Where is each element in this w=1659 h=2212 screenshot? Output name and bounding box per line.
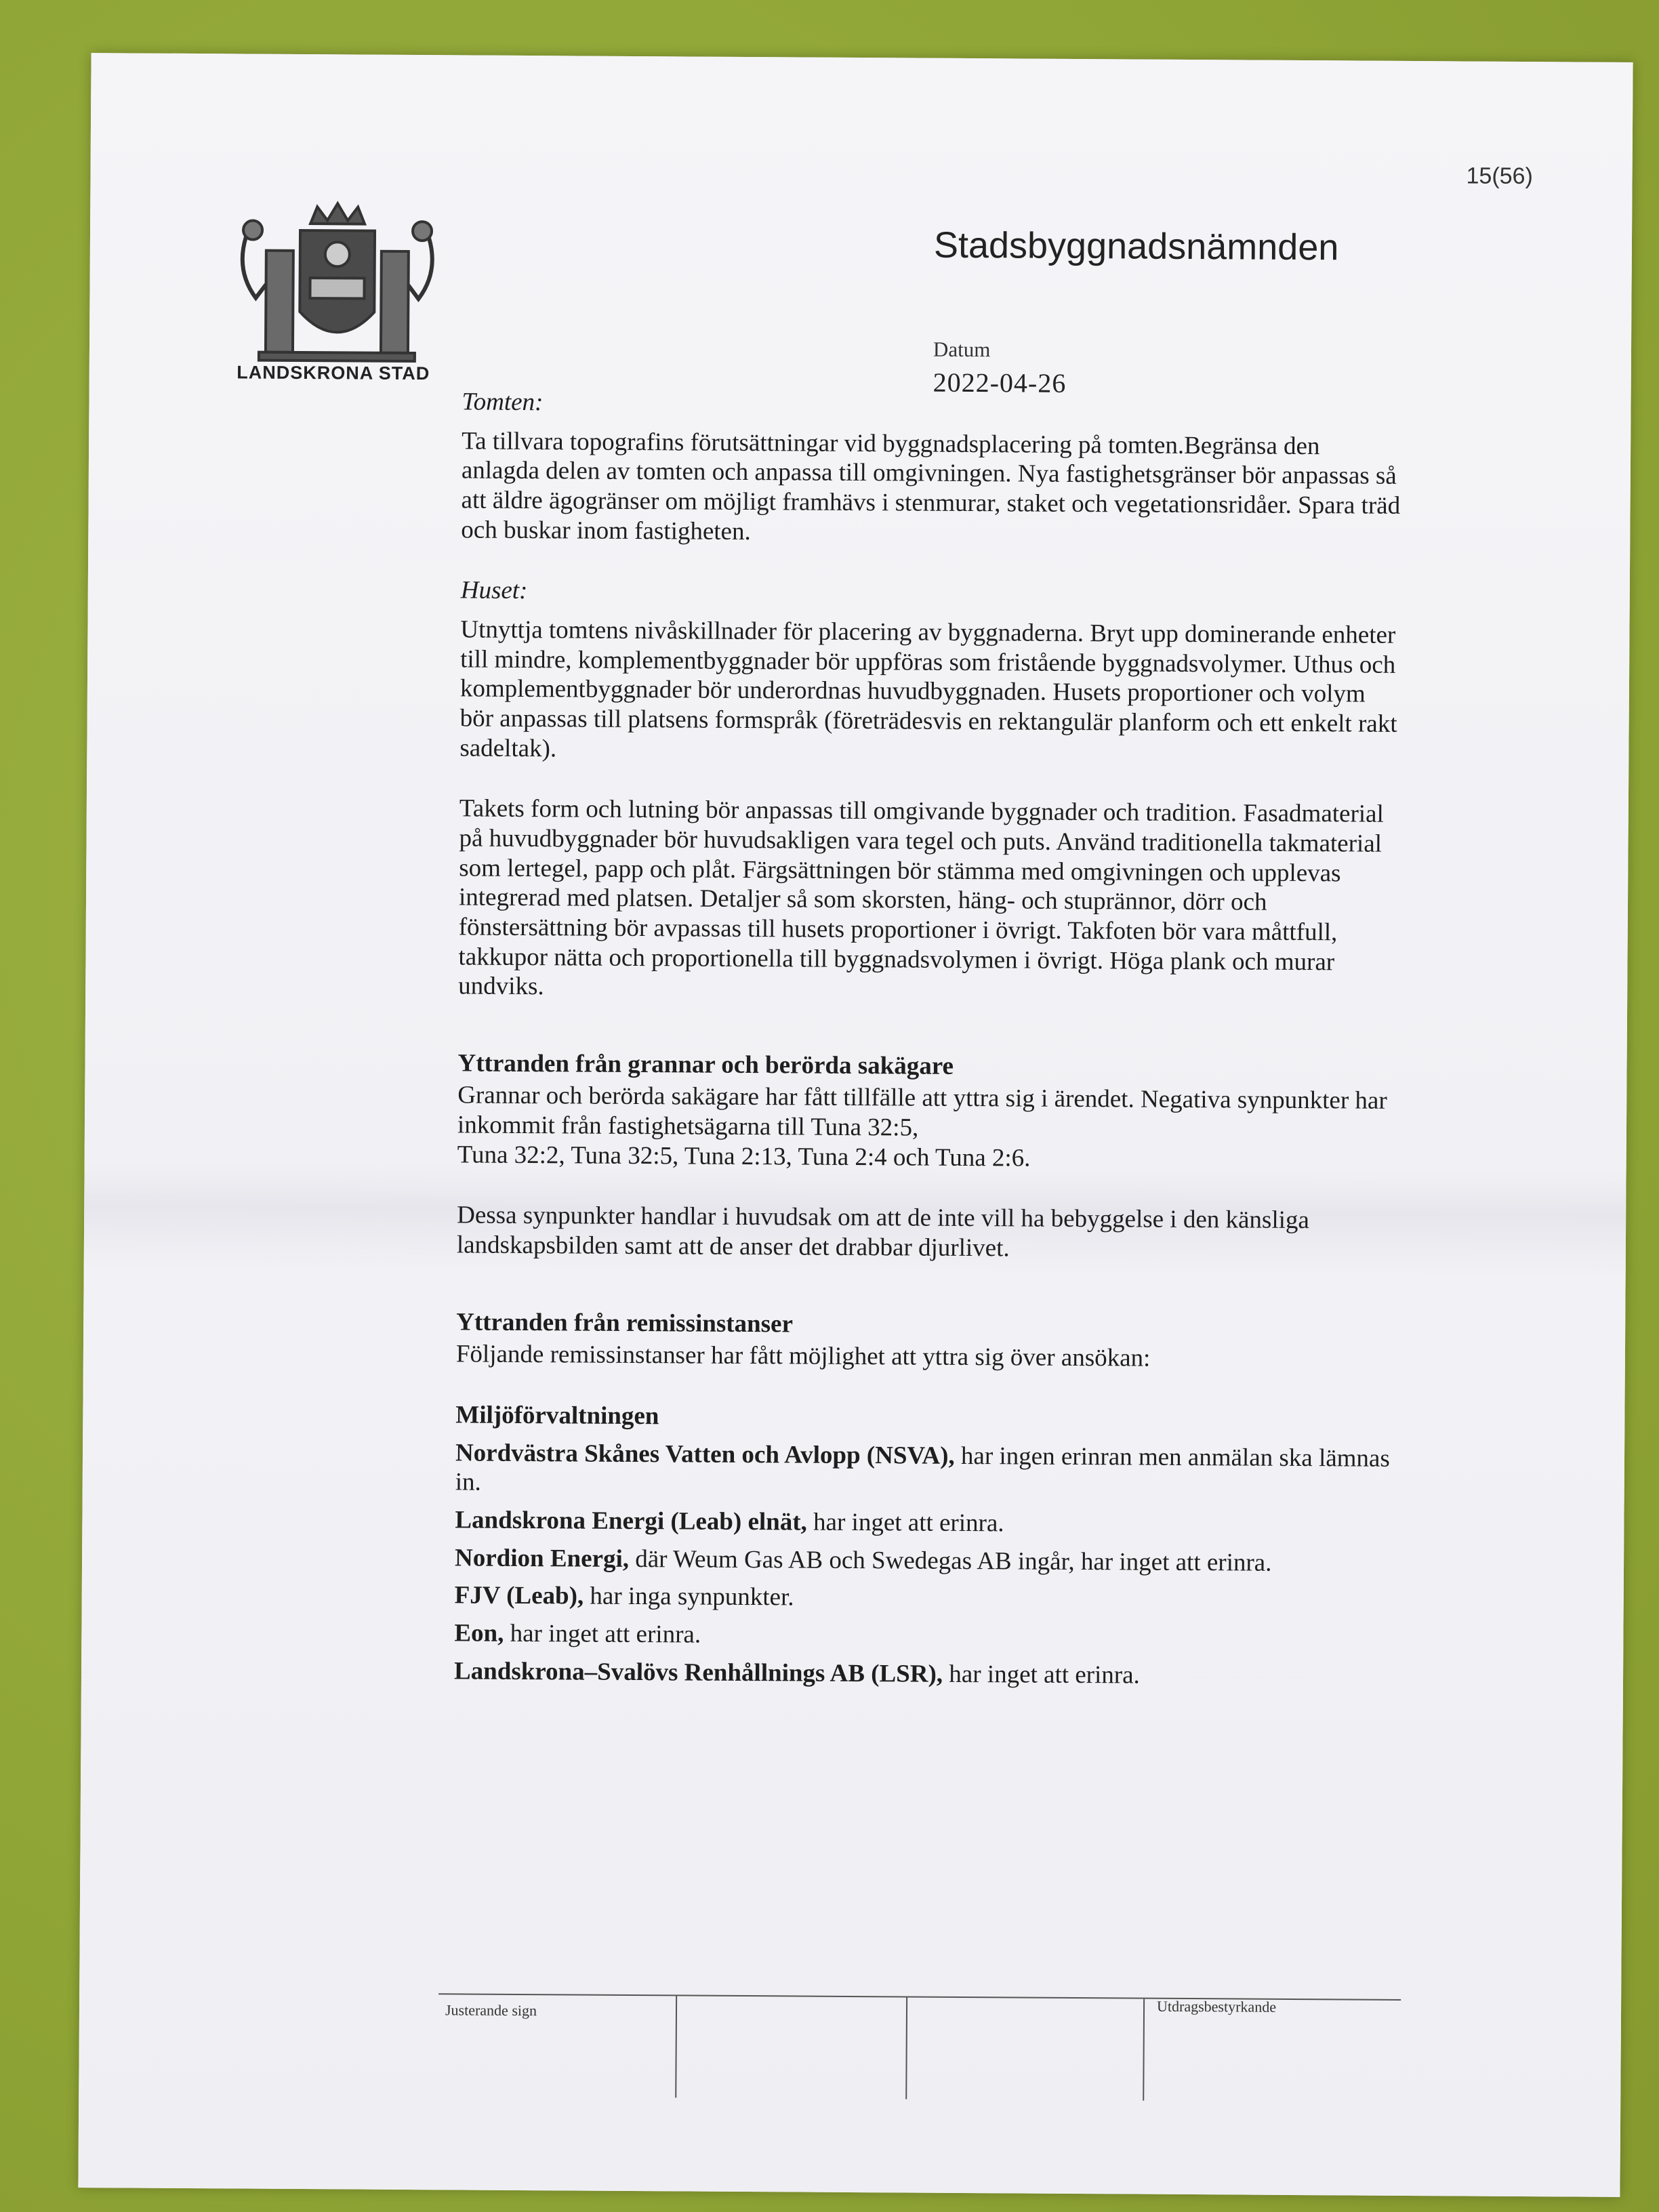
huset-title: Huset: (460, 576, 528, 605)
tomten-paragraph: Ta tillvara topografins förutsättningar vid byggnadsplacering på tomten.Begränsa den anlagda delen av tomten och anpassa till omgivningen. Nya fastighetsgränser bör anpassas så att äldre ägogränser om möjligt framhävs i stenmurar, staket och vegetationsridåer. Spara träd och buskar inom fastigheten. (461, 427, 1401, 546)
tomten-title: Tomten: (462, 388, 544, 417)
instance-item: Nordvästra Skånes Vatten och Avlopp (NSVA), har ingen erinran men anmälan ska lämnas in. (455, 1439, 1390, 1497)
instance-item: Miljöförvaltningen (455, 1401, 659, 1431)
instance-item: Eon, har inget att erinra. (454, 1619, 701, 1649)
grannar-paragraph-1 (457, 1081, 1400, 1175)
signature-cell (1143, 1999, 1402, 2102)
signature-cell (905, 1997, 1145, 2100)
instances-list (454, 1400, 1398, 1692)
huset-paragraph-1: Utnyttja tomtens nivåskillnader för placering av byggnaderna. Bryt upp dominerande enheter till mindre, komplementbyggnader bör uppföras som fristående byggnadsvolymer. Uthus och komplementbyggnader bör underordnas huvudbyggnaden. Husets proportioner och volym bör anpassas till platsens formspråk (företrädesvis en rektangulär planform och ett enkelt rakt sadeltak). (459, 615, 1397, 762)
instance-item: Nordion Energi, där Weum Gas AB och Swedegas AB ingår, har inget att erinra. (454, 1544, 1272, 1577)
logo-text: LANDSKRONA STAD (237, 362, 430, 384)
document-page (78, 53, 1633, 2197)
page-number: 15(56) (1466, 163, 1533, 190)
instance-item: Landskrona Energi (Leab) elnät, har inget att erinra. (455, 1506, 1004, 1538)
remiss-heading: Yttranden från remissinstanser (456, 1308, 794, 1338)
huset-paragraph-2: Takets form och lutning bör anpassas till omgivande byggnader och tradition. Fasadmaterial på huvudbyggnader bör huvudsakligen vara tegel och puts. Använd traditionella takmaterial som lertegel, papp och plåt. Färgsättningen bör stämma med omgivningen och upplevas integrerad med platsen. Detaljer så som skorsten, häng- och stuprännor, dörr och fönstersättning bör avpassas till husets proportioner i övrigt. Takfoten bör vara måttfull, takkupor nätta och proportionella till byggnadsvolymen i övrigt. Höga plank och murar undviks. (458, 794, 1384, 1001)
signature-box (438, 1993, 1401, 2109)
grannar-heading: Yttranden från grannar och berörda sakägare (457, 1049, 954, 1080)
grannar-paragraph-2: Dessa synpunkter handlar i huvudsak om att de inte vill ha bebyggelse i den känsliga landskapsbilden samt att de anser det drabbar djurlivet. (456, 1201, 1309, 1263)
instance-item: Landskrona–Svalövs Renhållnings AB (LSR), har inget att erinra. (453, 1657, 1140, 1689)
justerande-sign-label: Justerande sign (445, 2001, 537, 2020)
utdrag-label: Utdragsbestyrkande (1156, 1997, 1277, 2015)
signature-cell (675, 1996, 907, 2099)
date-value: 2022-04-26 (933, 367, 1067, 398)
document-body (454, 387, 1404, 1700)
coat-of-arms-icon (224, 196, 449, 421)
remiss-paragraph: Följande remissinstanser har fått möjlighet att yttra sig över ansökan: (455, 1340, 1151, 1373)
grannar-line-2: Tuna 32:2, Tuna 32:5, Tuna 2:13, Tuna 2:4 och Tuna 2:6. (457, 1141, 1031, 1172)
date-label: Datum (933, 337, 991, 362)
organization-name: Stadsbyggnadsnämnden (933, 224, 1339, 268)
instance-item: FJV (Leab), har inga synpunkter. (454, 1581, 794, 1612)
grannar-line-1: Grannar och berörda sakägare har fått tillfälle att yttra sig i ärendet. Negativa synpunkter har inkommit från fastighetsägarna till Tuna 32:5, (457, 1081, 1387, 1142)
